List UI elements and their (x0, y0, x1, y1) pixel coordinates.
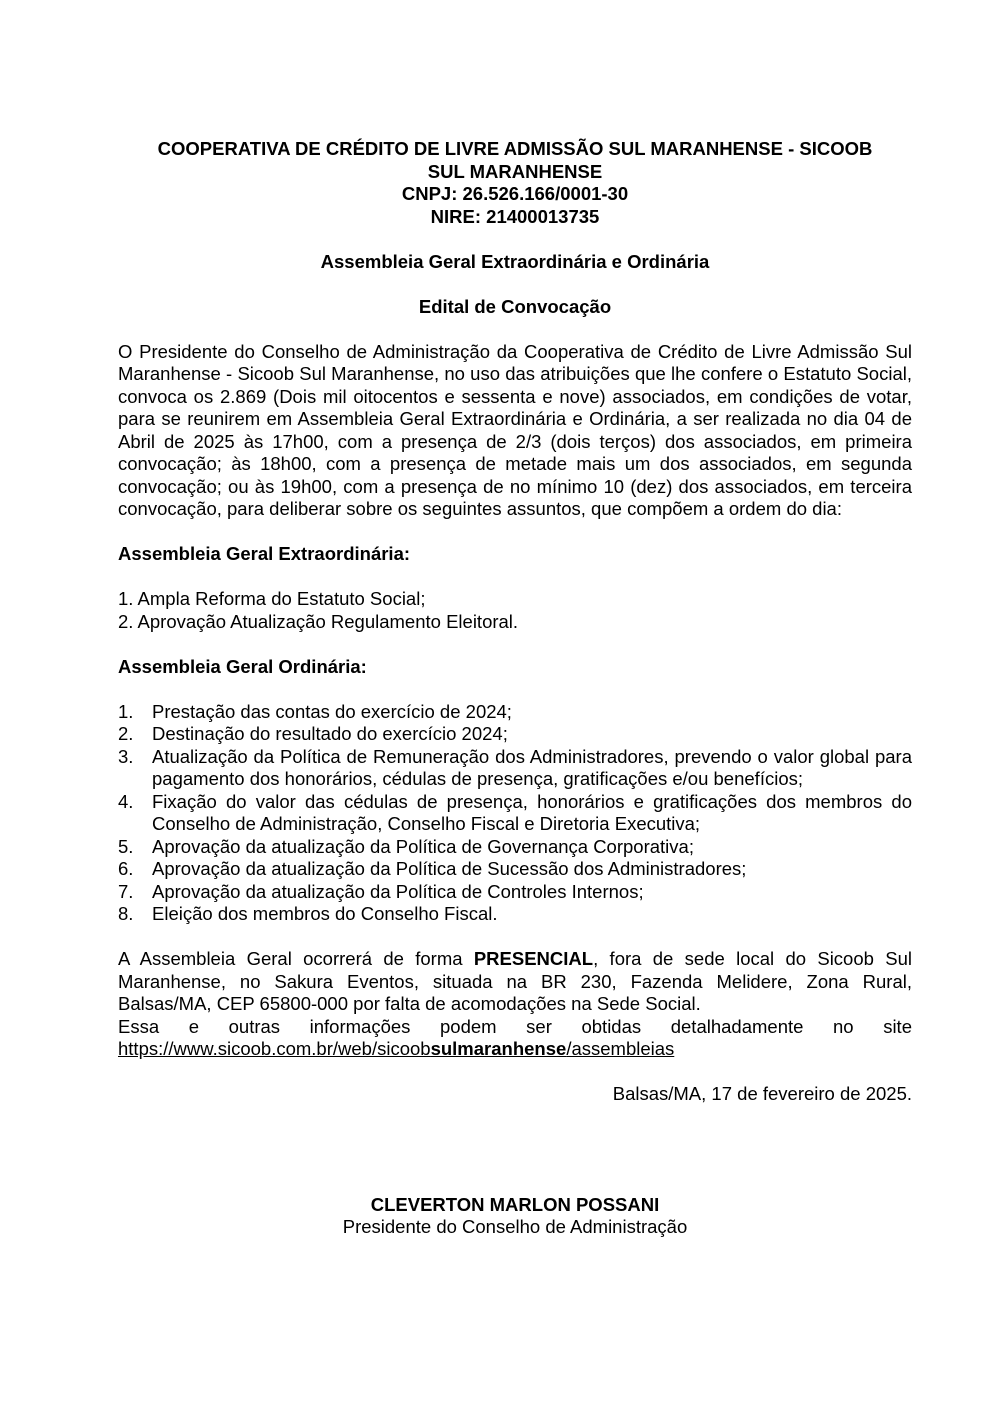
cooperative-title-line2: SUL MARANHENSE (427, 160, 603, 182)
ago-agenda-item (118, 746, 912, 791)
ago-item-number: 1. (118, 700, 134, 722)
ago-item-text: Eleição dos membros do Conselho Fiscal. (152, 903, 498, 924)
ago-item-text: Atualização da Política de Remuneração dos Administradores, prevendo o valor global para pagamento dos honorários, cédulas de presença, gratificações e/ou benefícios; (152, 745, 912, 789)
info-paragraph (118, 1016, 912, 1061)
ago-agenda-item (118, 881, 912, 904)
date-line: Balsas/MA, 17 de fevereiro de 2025. (612, 1083, 912, 1104)
assembly-title: Assembleia Geral Extraordinária e Ordinária (320, 250, 710, 272)
assemblies-link[interactable] (118, 1038, 674, 1059)
ago-item-text: Aprovação da atualização da Política de Governança Corporativa; (152, 835, 694, 857)
ago-item-number: 5. (118, 835, 134, 857)
ago-agenda-item (118, 791, 912, 836)
signatory-role: Presidente do Conselho de Administração (342, 1216, 688, 1237)
ago-agenda-item (118, 903, 912, 926)
ago-item-text: Aprovação da atualização da Política de Controles Internos; (152, 880, 644, 902)
age-agenda-item: 2. Aprovação Atualização Regulamento Eleitoral. (118, 610, 519, 632)
ago-agenda-item (118, 723, 912, 746)
ago-item-text: Aprovação da atualização da Política de Sucessão dos Administradores; (152, 858, 747, 879)
assemblies-link-part1: https://www.sicoob.com.br/web/sicoob (118, 1038, 431, 1059)
ago-agenda-item (118, 836, 912, 859)
ago-item-number: 4. (118, 790, 134, 812)
info-text: Essa e outras informações podem ser obtidas detalhadamente no site (118, 1015, 912, 1037)
age-agenda-list (118, 588, 912, 633)
ago-agenda-item (118, 858, 912, 881)
closing-text-after: , fora de sede local do Sicoob Sul Maranhense, no Sakura Eventos, situada na BR 230, Fazenda Melidere, Zona Rural, Balsas/MA, CEP 65800-000 por falta de acomodações na Sede Social. (118, 948, 912, 1014)
signatory-name: CLEVERTON MARLON POSSANI (370, 1193, 660, 1215)
ago-item-text: Fixação do valor das cédulas de presença, honorários e gratificações dos membros do Conselho de Administração, Conselho Fiscal e Diretoria Executiva; (152, 790, 912, 834)
assemblies-link-part2: /assembleias (566, 1038, 675, 1059)
signature-block (118, 1194, 912, 1239)
ago-item-number: 6. (118, 858, 134, 879)
age-agenda-item: 1. Ampla Reforma do Estatuto Social; (118, 588, 426, 609)
ago-section-heading: Assembleia Geral Ordinária: (118, 655, 367, 677)
ago-agenda-list (118, 701, 912, 926)
ago-item-number: 8. (118, 903, 134, 924)
nire-line: NIRE: 21400013735 (430, 205, 600, 227)
intro-paragraph: O Presidente do Conselho de Administração da Cooperativa de Crédito de Livre Admissão Sul Maranhense - Sicoob Sul Maranhense, no uso das atribuições que lhe confere o Estatuto Social, convoca os 2.869 (Dois mil oitocentos e sessenta e nove) associados, em condições de votar, para se reunirem em Assembleia Geral Extraordinária e Ordinária, a ser realizada no dia 04 de Abril de 2025 às 17h00, com a presença de 2/3 (dois terços) dos associados, em primeira convocação; às 18h00, com a presença de metade mais um dos associados, em segunda convocação; ou às 19h00, com a presença de no mínimo 10 (dez) dos associados, em terceira convocação, para deliberar sobre os seguintes assuntos, que compõem a ordem do dia: (118, 340, 912, 519)
document-header (118, 138, 912, 228)
cooperative-title-line1: COOPERATIVA DE CRÉDITO DE LIVRE ADMISSÃO SUL MARANHENSE - SICOOB (157, 138, 873, 159)
document-title: Edital de Convocação (418, 295, 612, 317)
cnpj-line: CNPJ: 26.526.166/0001-30 (401, 183, 629, 204)
age-section-heading: Assembleia Geral Extraordinária: (118, 543, 411, 564)
closing-text-before: A Assembleia Geral ocorrerá de forma (118, 948, 474, 969)
ago-item-number: 7. (118, 880, 134, 902)
ago-item-number: 2. (118, 723, 134, 744)
ago-agenda-item (118, 701, 912, 724)
presencial-emphasis: PRESENCIAL (473, 948, 594, 969)
assemblies-link-bold-segment: sulmaranhense (430, 1038, 567, 1059)
closing-paragraph (118, 948, 912, 1016)
ago-item-number: 3. (118, 745, 134, 767)
ago-item-text: Prestação das contas do exercício de 2024; (152, 700, 512, 722)
ago-item-text: Destinação do resultado do exercício 2024; (152, 723, 508, 744)
